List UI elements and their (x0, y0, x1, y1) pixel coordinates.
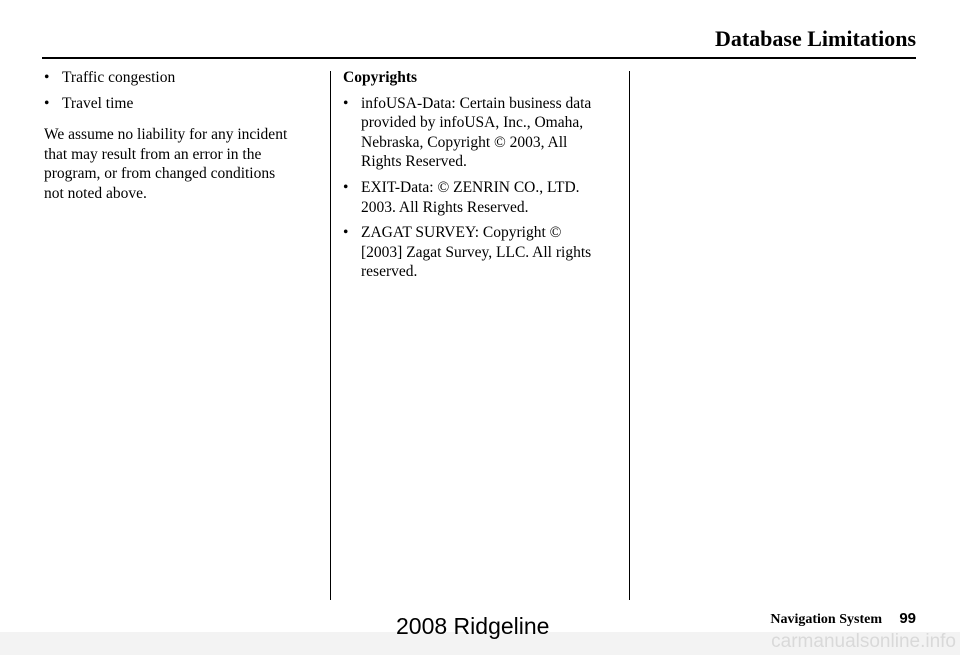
header-divider (42, 57, 916, 59)
column-divider (629, 71, 630, 600)
page-number: 99 (899, 610, 916, 627)
page-title: Database Limitations (714, 26, 916, 51)
paragraph-line: not noted above. (44, 184, 147, 202)
list-item-line: reserved. (361, 263, 418, 281)
column-divider (330, 71, 331, 600)
list-item-line: EXIT-Data: © ZENRIN CO., LTD. (361, 178, 580, 196)
bullet-icon: • (343, 178, 349, 196)
list-item-line: Rights Reserved. (361, 153, 467, 171)
liability-paragraph (44, 125, 324, 203)
list-item-text: Traffic congestion (62, 69, 176, 86)
list-item (343, 223, 623, 282)
left-column (44, 68, 324, 204)
list-item-line: ZAGAT SURVEY: Copyright © (361, 224, 562, 242)
list-item-line: 2003. All Rights Reserved. (361, 198, 529, 216)
list-item-text: Travel time (62, 94, 134, 112)
list-item (343, 178, 623, 217)
bullet-icon: • (343, 224, 349, 242)
list-item-line: infoUSA-Data: Certain business data (361, 94, 592, 112)
list-item-line: [2003] Zagat Survey, LLC. All rights (361, 243, 592, 261)
paragraph-line: program, or from changed conditions (44, 165, 276, 183)
list-item (343, 94, 623, 172)
paragraph-line: We assume no liability for any incident (44, 126, 288, 144)
bullet-icon: • (44, 69, 50, 86)
list-item (44, 68, 324, 88)
section-heading: Copyrights (343, 69, 418, 86)
watermark-model: 2008 Ridgeline (396, 613, 550, 639)
paragraph-line: that may result from an error in the (44, 145, 262, 163)
watermark-site: carmanualsonline.info (771, 631, 956, 652)
list-item (44, 94, 324, 114)
footer-section-label: Navigation System (770, 612, 882, 627)
right-column (343, 68, 623, 288)
list-item-line: provided by infoUSA, Inc., Omaha, (361, 114, 584, 132)
bullet-icon: • (44, 94, 50, 112)
bullet-icon: • (343, 94, 349, 112)
list-item-line: Nebraska, Copyright © 2003, All (361, 133, 568, 151)
